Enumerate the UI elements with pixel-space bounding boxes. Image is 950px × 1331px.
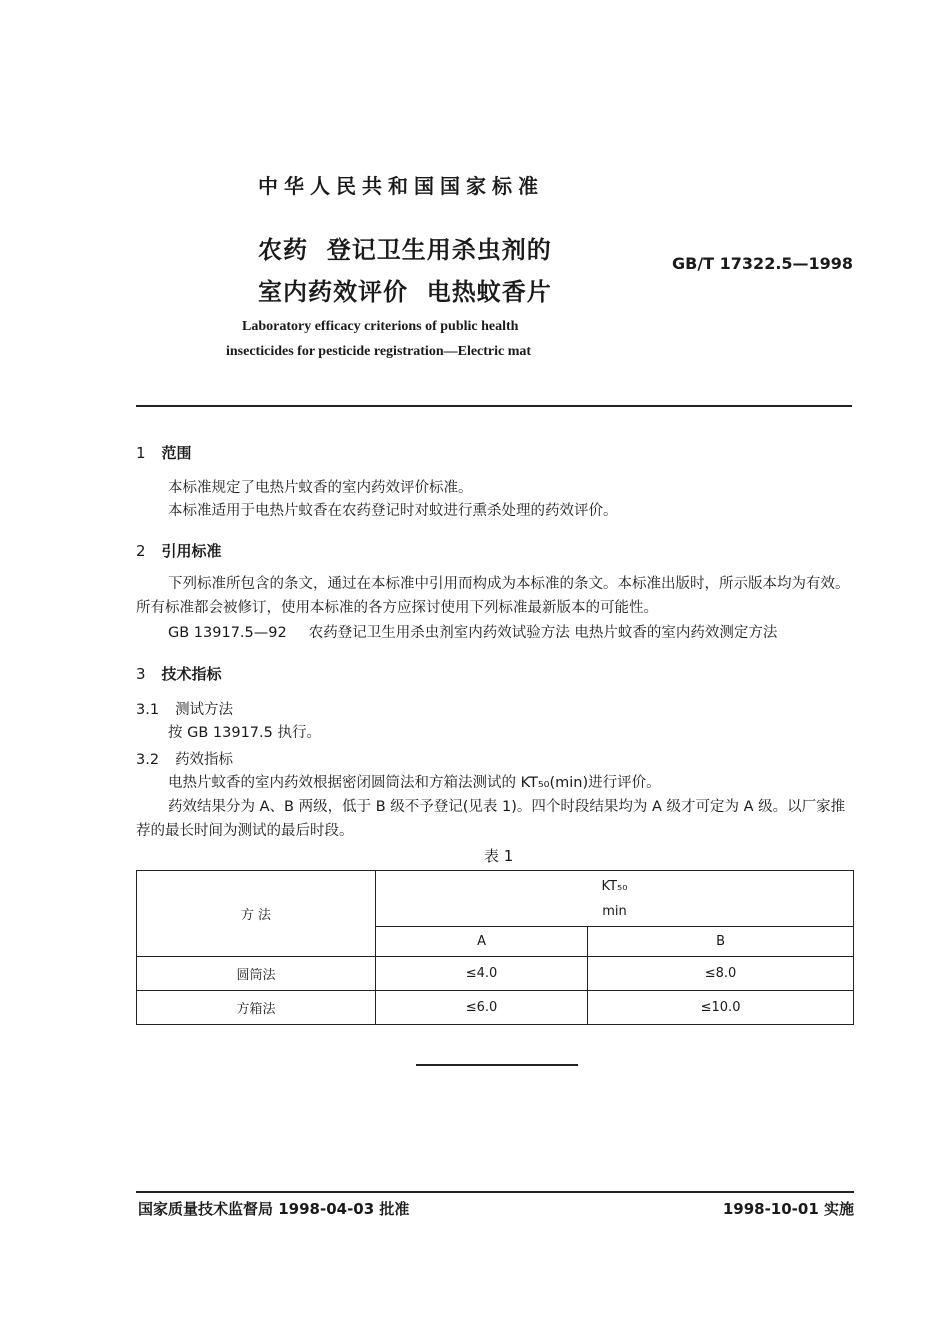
reference-title: 农药登记卫生用杀虫剂室内药效试验方法 电热片蚊香的室内药效测定方法 [308,625,778,641]
national-standard-heading: 中华人民共和国国家标准 [258,174,544,198]
subsection-3-2-paragraph-2: 药效结果分为 A、B 两级，低于 B 级不予登记(见表 1)。四个时段结果均为 A 级才可定为 A 级。以厂家推荐的最长时间为测试的最后时段。 [136,799,846,839]
reference-code: GB 13917.5—92 [168,625,287,641]
kt50-label: KT₅₀ [601,878,628,894]
section-2-heading [136,540,222,561]
section-1-heading [136,442,192,463]
reference-standard [168,621,777,645]
grade-b-cell: ≤10.0 [588,991,854,1025]
grade-b-cell: ≤8.0 [588,957,854,991]
grade-a-cell: ≤4.0 [376,957,588,991]
subsection-3-2-paragraph-1: 电热片蚊香的室内药效根据密闭圆筒法和方箱法测试的 KT₅₀(min)进行评价。 [168,775,661,791]
section-3-heading [136,663,222,684]
subsection-title: 测试方法 [175,702,234,718]
section-title: 引用标准 [161,542,222,560]
header-divider [136,405,852,407]
subsection-3-1-heading [136,698,233,719]
title-cn-line2: 室内药效评价 电热蚊香片 [258,278,552,306]
section-title: 技术指标 [161,665,222,683]
approval-line: 国家质量技术监督局 1998-04-03 批准 [138,1200,410,1218]
section-2-paragraph: 下列标准所包含的条文，通过在本标准中引用而构成为本标准的条文。本标准出版时，所示版本均为有效。所有标准都会被修订，使用本标准的各方应探讨使用下列标准最新版本的可能性。 [136,576,850,616]
standard-code: GB/T 17322.5—1998 [672,254,854,273]
method-cell: 方箱法 [137,991,376,1025]
unit-label: min [602,903,627,919]
subsection-3-1-paragraph: 按 GB 13917.5 执行。 [168,725,321,741]
title-cn-line1: 农药 登记卫生用杀虫剂的 [258,236,552,264]
subsection-number: 3.2 [136,752,160,768]
footer-divider [136,1191,854,1193]
table-row [137,991,854,1025]
section-title: 范围 [161,444,192,462]
subsection-number: 3.1 [136,702,160,718]
kt50-header [376,871,854,927]
subsection-title: 药效指标 [175,752,234,768]
subsection-3-2-heading [136,748,233,769]
method-header: 方 法 [137,871,376,957]
section-number: 3 [136,665,146,683]
method-cell: 圆筒法 [137,957,376,991]
section-1-paragraph-1: 本标准规定了电热片蚊香的室内药效评价标准。 [168,480,473,496]
title-en-line1: Laboratory efficacy criterions of public health [242,319,519,334]
title-en-line2: insecticides for pesticide registration—Electric mat [226,344,532,359]
efficacy-table [136,870,854,1025]
grade-a-cell: ≤6.0 [376,991,588,1025]
section-number: 2 [136,542,146,560]
implementation-line: 1998-10-01 实施 [722,1200,854,1218]
grade-a-header: A [376,927,588,957]
section-number: 1 [136,444,146,462]
grade-b-header: B [588,927,854,957]
table-caption: 表 1 [484,847,514,865]
end-of-text-rule [416,1064,578,1066]
table-row [137,957,854,991]
section-1-paragraph-2: 本标准适用于电热片蚊香在农药登记时对蚊进行熏杀处理的药效评价。 [168,503,618,519]
